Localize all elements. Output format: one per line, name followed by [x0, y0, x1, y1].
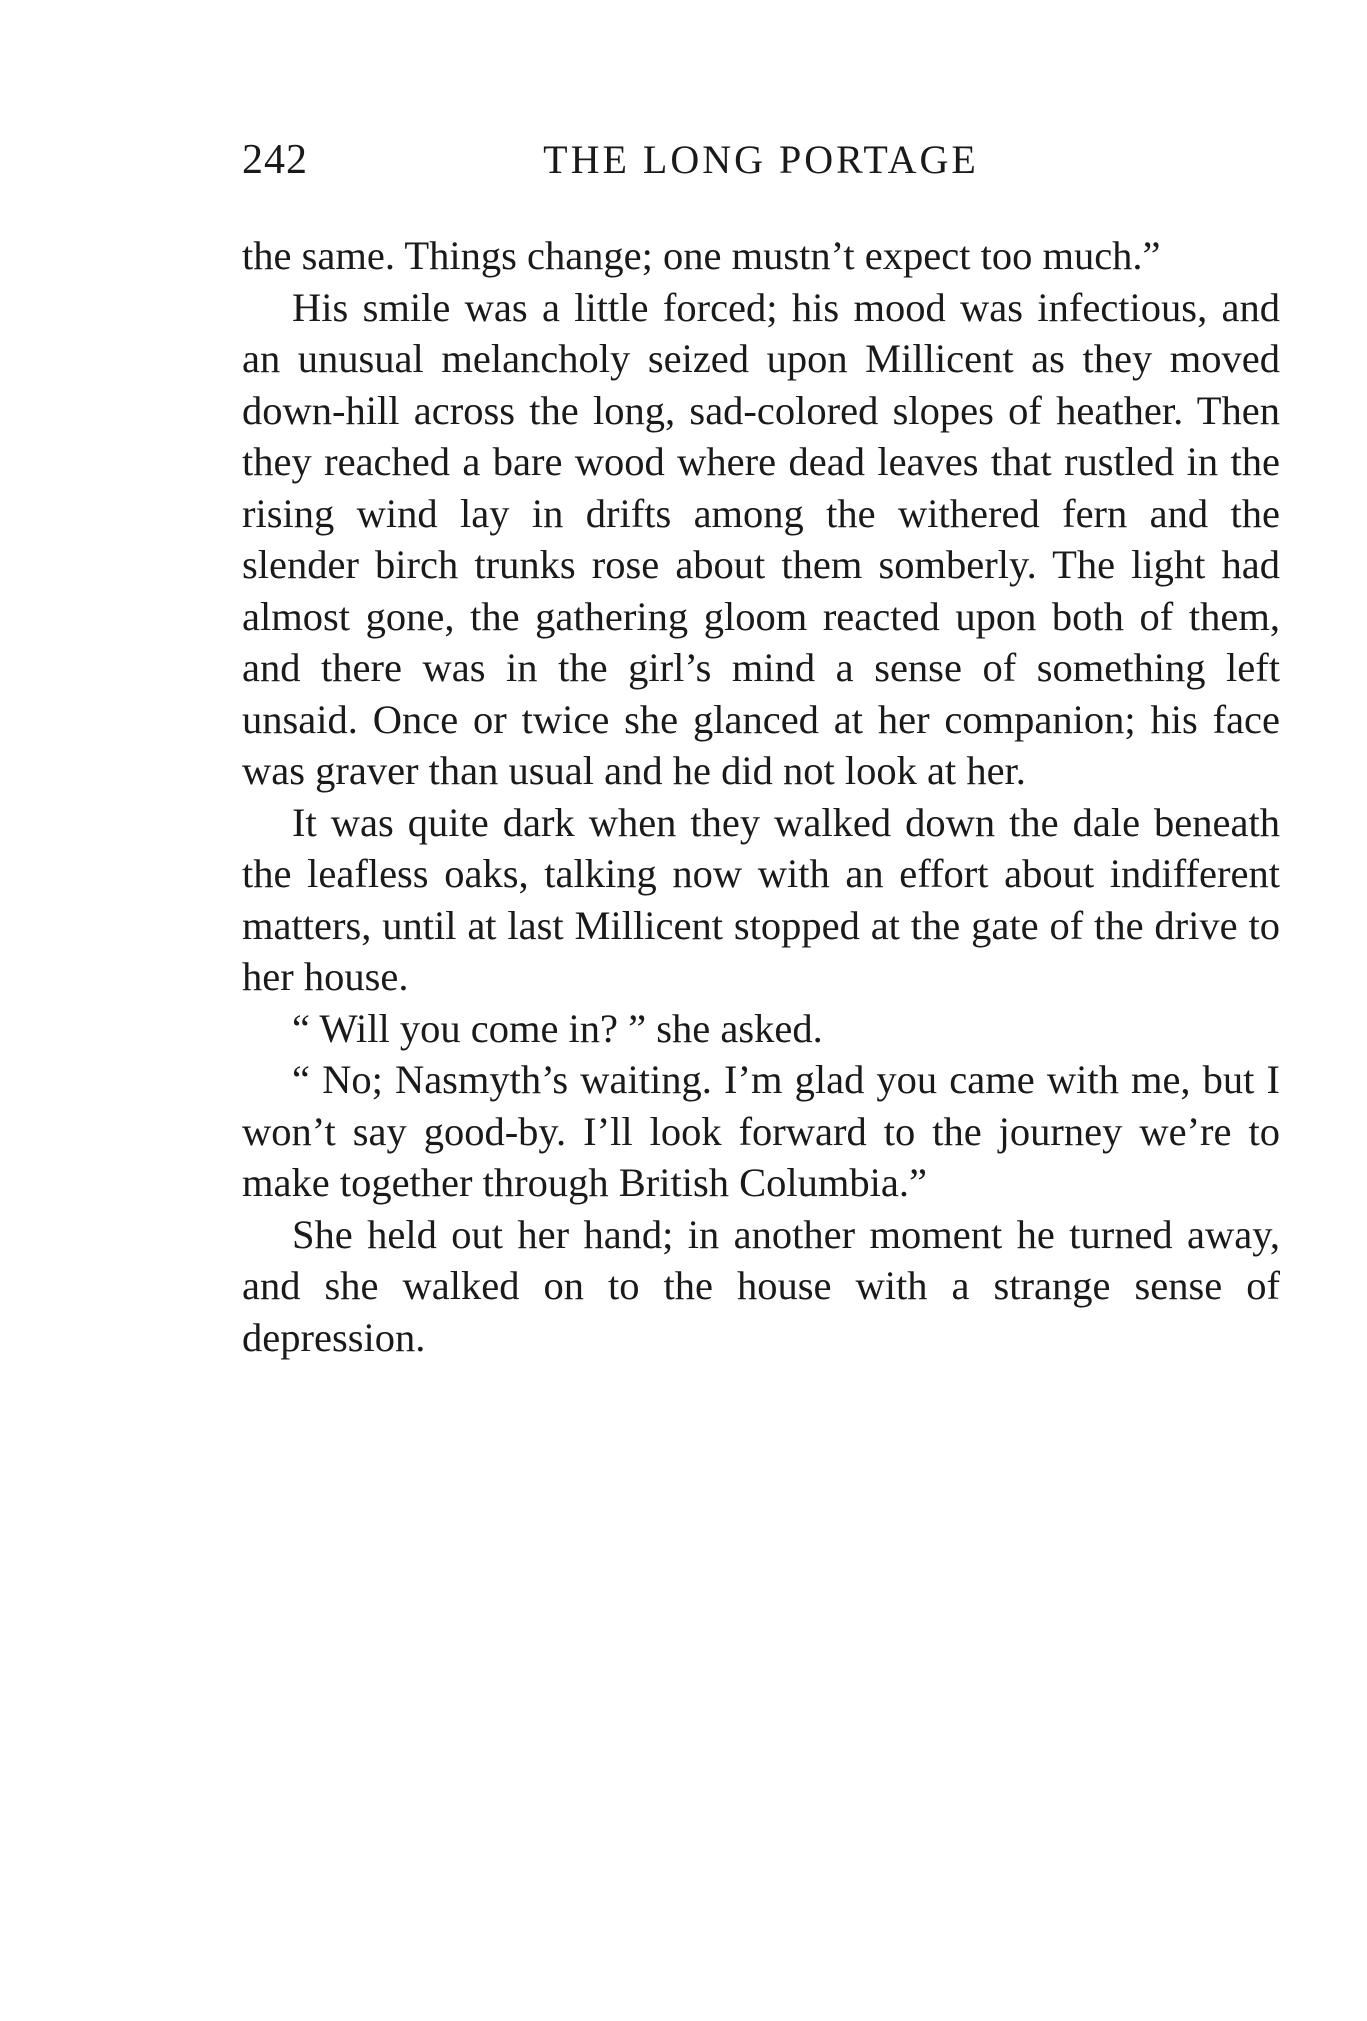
body-text	[242, 230, 1280, 1363]
paragraph: It was quite dark when they walked down the dale beneath the leafless oaks, talking now with an effort about indifferent matters, until at last Millicent stopped at the gate of the drive to her house.	[242, 799, 1280, 999]
paragraph: “ Will you come in? ” she asked.	[292, 1005, 823, 1051]
paragraph: His smile was a little forced; his mood was infectious, and an unusual melancholy seized upon Millicent as they moved down-hill across the long, sad-colored slopes of heather. Then they reached a bare wood where dead leaves that rustled in the rising wind lay in drifts among the withered fern and the slender birch trunks rose about them somberly. The light had almost gone, the gathering gloom reacted upon both of them, and there was in the girl’s mind a sense of something left unsaid. Once or twice she glanced at her companion; his face was graver than usual and he did not look at her.	[242, 284, 1280, 793]
page-header	[242, 136, 1280, 196]
running-title: THE LONG PORTAGE	[543, 137, 979, 182]
page-number: 242	[242, 137, 308, 183]
paragraph: She held out her hand; in another moment he turned away, and she walked on to the house with a strange sense of depression.	[242, 1211, 1280, 1360]
paragraph: “ No; Nasmyth’s waiting. I’m glad you came with me, but I won’t say good-by. I’ll look forward to the journey we’re to make together through British Columbia.”	[242, 1057, 1280, 1205]
paragraph: the same. Things change; one mustn’t expect too much.”	[242, 233, 1161, 278]
